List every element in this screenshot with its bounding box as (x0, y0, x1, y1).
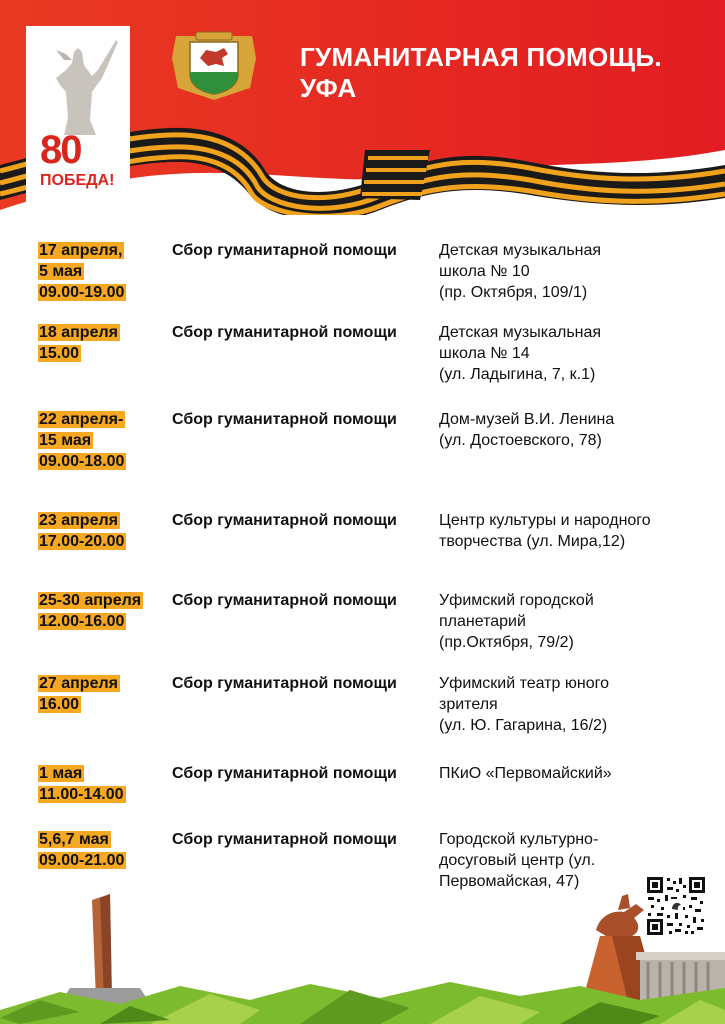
event-activity: Сбор гуманитарной помощи (172, 592, 397, 609)
event-place: Детская музыкальная школа № 10 (пр. Октября, 109/1) (439, 242, 602, 301)
logo-number: 80 (40, 128, 81, 172)
event-date: 23 апреля 17.00-20.00 (39, 512, 125, 550)
event-place: Уфимский городской планетарий (пр.Октября, 79/2) (439, 592, 594, 651)
footer-landscape (0, 860, 725, 1024)
event-place: Уфимский театр юного зрителя (ул. Ю. Гагарина, 16/2) (439, 675, 609, 734)
event-activity: Сбор гуманитарной помощи (172, 765, 397, 782)
event-date: 17 апреля, 5 мая 09.00-19.00 (39, 242, 125, 301)
event-activity: Сбор гуманитарной помощи (172, 675, 397, 692)
event-date: 5,6,7 мая 09.00-21.00 (39, 831, 125, 869)
event-activity: Сбор гуманитарной помощи (172, 512, 397, 529)
event-activity: Сбор гуманитарной помощи (172, 324, 397, 341)
event-activity: Сбор гуманитарной помощи (172, 411, 397, 428)
obelisk-monument-icon (58, 894, 152, 1006)
event-activity: Сбор гуманитарной помощи (172, 831, 397, 848)
qr-code-icon[interactable] (645, 875, 707, 937)
event-place: Центр культуры и народного творчества (ул. Мира,12) (439, 512, 651, 550)
logo-word: ПОБЕДА! (40, 172, 115, 189)
event-date: 18 апреля 15.00 (39, 324, 118, 362)
event-place: Дом-музей В.И. Ленина (ул. Достоевского, 78) (439, 411, 615, 449)
page-title: ГУМАНИТАРНАЯ ПОМОЩЬ. УФА (300, 42, 662, 103)
event-date: 25-30 апреля 12.00-16.00 (39, 592, 142, 630)
event-place: ПКиО «Первомайский» (439, 765, 612, 782)
event-date: 27 апреля 16.00 (39, 675, 118, 713)
event-activity: Сбор гуманитарной помощи (172, 242, 397, 259)
event-place: Детская музыкальная школа № 14 (ул. Ладыгина, 7, к.1) (439, 324, 602, 383)
event-place: Городской культурно- досуговый центр (ул. Первомайская, 47) (439, 831, 599, 890)
event-date: 22 апреля- 15 мая 09.00-18.00 (39, 411, 125, 470)
event-date: 1 мая 11.00-14.00 (39, 765, 124, 803)
